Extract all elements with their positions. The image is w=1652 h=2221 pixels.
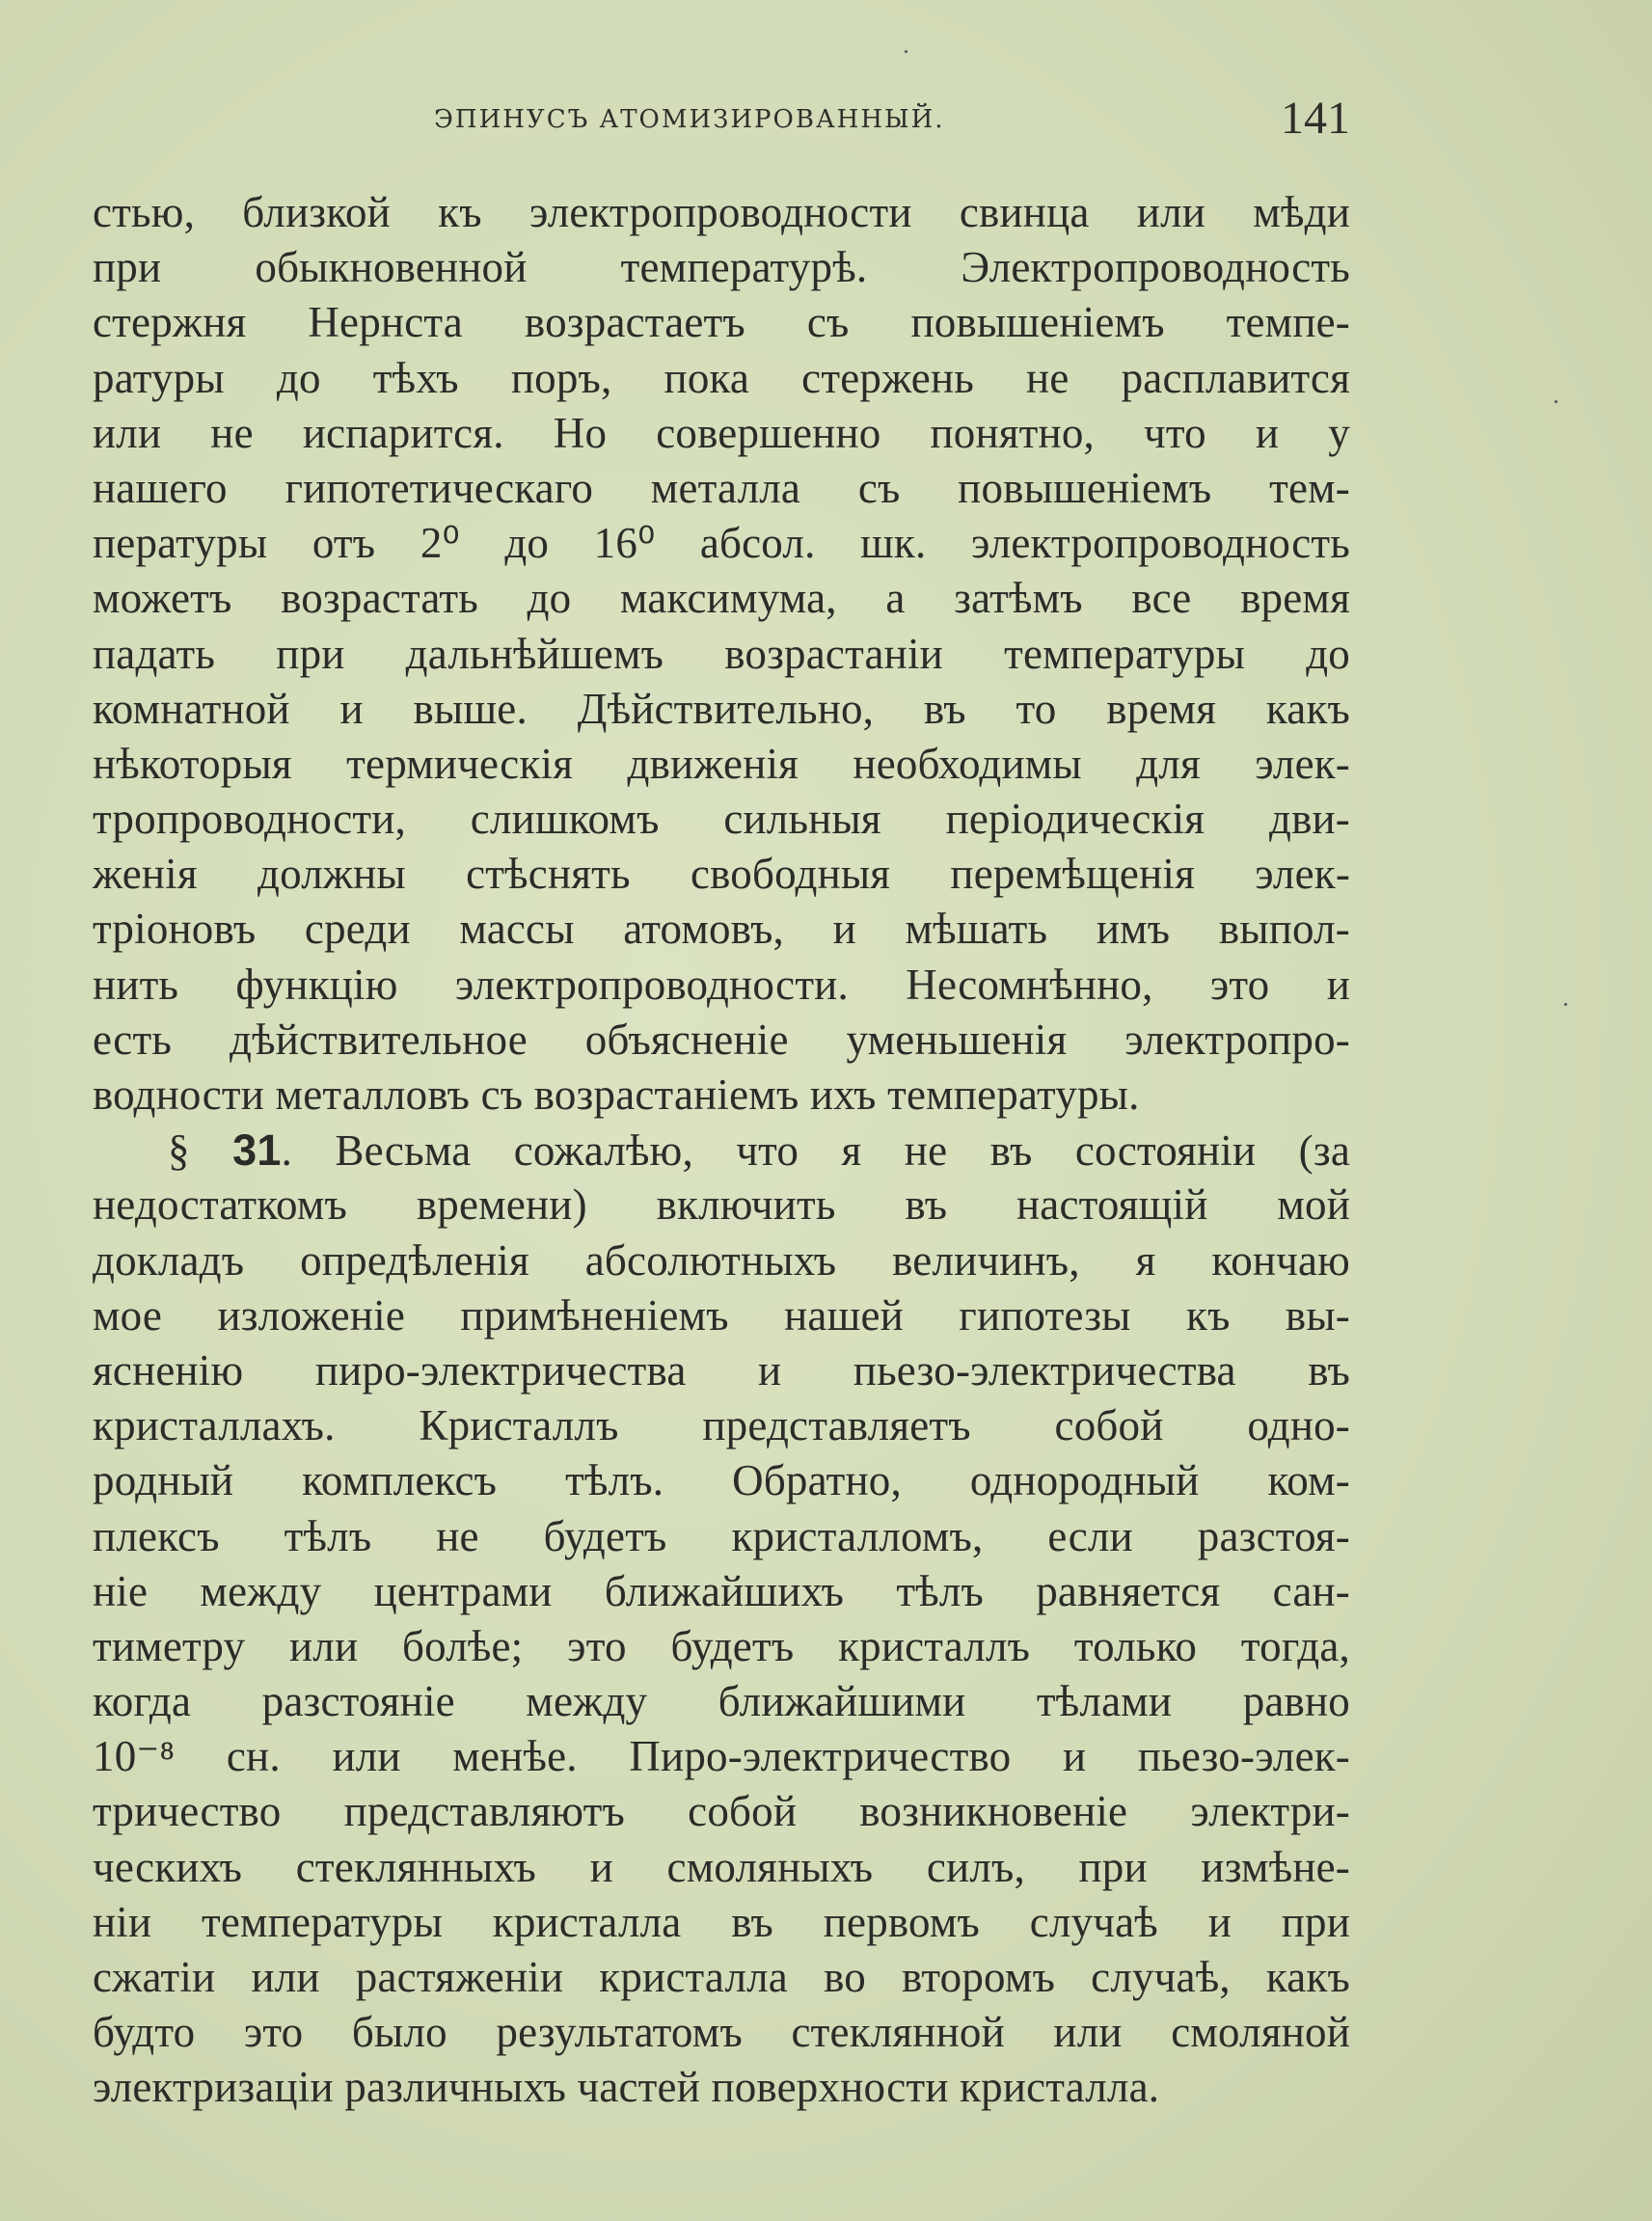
section-heading-line [93,1123,1350,1178]
text-line: кристаллахъ. Кристаллъ представляетъ собой одно- [93,1401,1350,1450]
text-line: тріоновъ среди массы атомовъ, и мѣшать имъ выпол- [93,905,1350,954]
text-line: при обыкновенной температурѣ. Электропроводность [93,243,1350,292]
text-line: нить функцію электропроводности. Несомнѣнно, это и [93,960,1350,1009]
section-first-line-text: . Весьма сожалѣю, что я не въ состояніи (за [281,1126,1351,1176]
running-title: ЭПИНУСЪ АТОМИЗИРОВАННЫЙ. [434,105,945,134]
text-line: нашего гипотетическаго металла съ повышеніемъ тем- [93,463,1350,512]
text-line: падать при дальнѣйшемъ возрастаніи температуры до [93,629,1350,678]
paper-speck [905,50,907,53]
text-line: комнатной и выше. Дѣйствительно, въ то время какъ [93,684,1350,733]
text-line: ніе между центрами ближайшихъ тѣлъ равняется сан- [93,1566,1350,1615]
text-line: можетъ возрастать до максимума, а затѣмъ все время [93,574,1350,623]
text-line: докладъ опредѣленія абсолютныхъ величинъ, я кончаю [93,1235,1350,1285]
text-line: стью, близкой къ электропроводности свинца или мѣди [93,188,1350,236]
text-line: женія должны стѣснять свободныя перемѣщенія элек- [93,850,1350,899]
text-line: ратуры до тѣхъ поръ, пока стержень не расплавится [93,353,1350,402]
text-line: водности металловъ съ возрастаніемъ ихъ температуры. [93,1070,1140,1119]
text-line: стержня Нернста возрастаетъ съ повышеніемъ темпе- [93,298,1350,347]
text-line: сжатіи или растяженіи кристалла во второмъ случаѣ, какъ [93,1953,1350,2001]
page-header [87,92,1350,149]
text-line: или не испарится. Но совершенно понятно, что и у [93,408,1350,457]
text-line: тропроводности, слишкомъ сильныя періодическія дви- [93,795,1350,844]
text-line: 10⁻⁸ сн. или менѣе. Пиро-электричество и пьезо-элек- [93,1732,1350,1781]
paper-speck [1564,1003,1567,1006]
text-line: ніи температуры кристалла въ первомъ случаѣ и при [93,1897,1350,1946]
text-line: есть дѣйствительное объясненіе уменьшенія электропро- [93,1015,1350,1064]
text-line: ческихъ стеклянныхъ и смоляныхъ силъ, при измѣне- [93,1842,1350,1891]
text-line: когда разстояніе между ближайшими тѣлами равно [93,1677,1350,1726]
text-line: ясненію пиро-электричества и пьезо-электричества въ [93,1345,1350,1395]
body-text [93,185,1350,2116]
section-number: 31 [232,1125,282,1176]
section-sign: § [168,1126,190,1176]
text-line: мое изложеніе примѣненіемъ нашей гипотезы къ вы- [93,1290,1350,1340]
text-line: родный комплексъ тѣлъ. Обратно, однородный ком- [93,1456,1350,1505]
text-line: тиметру или болѣе; это будетъ кристаллъ только тогда, [93,1621,1350,1670]
text-line: нѣкоторыя термическія движенія необходимы для элек- [93,739,1350,788]
text-line: недостаткомъ времени) включить въ настоящій мой [93,1180,1350,1230]
text-line: пературы отъ 2⁰ до 16⁰ абсол. шк. электропроводность [93,519,1350,568]
text-line: электризаціи различныхъ частей поверхности кристалла. [93,2063,1160,2112]
text-line: тричество представляютъ собой возникновеніе электри- [93,1787,1350,1836]
paper-speck [1555,400,1557,403]
page-number: 141 [1281,93,1350,144]
text-line: плексъ тѣлъ не будетъ кристалломъ, если разстоя- [93,1511,1350,1560]
text-line: будто это было результатомъ стеклянной или смоляной [93,2008,1350,2057]
